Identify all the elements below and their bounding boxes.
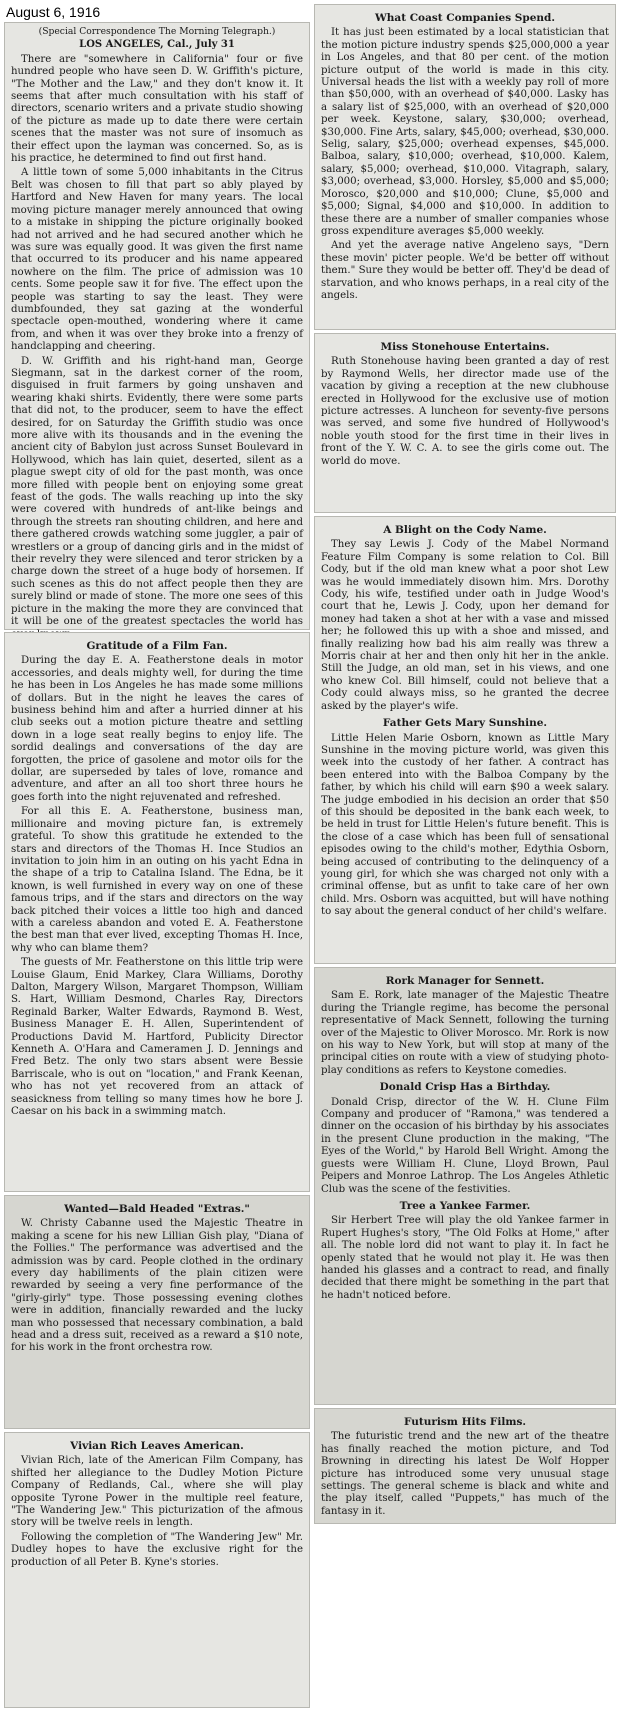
paragraph: For all this E. A. Featherstone, business man, millionaire and moving picture fan, is extremely grateful. To show this gratitude he extended to the stars and directors of the Thomas H. Ince Studios an invitation to join him in an outing on his yacht Edna in the shape of a trip to Catalina Island. The Edna, be it known, is well furnished in every way on one of these famous trips, and if the stars and directors on the way back pitched their voices a little too high and danced with a careless abandon and voted E. A. Featherstone the best man that ever lived, excepting Thomas H. Ince, why who can blame them?	[11, 806, 303, 954]
paragraph: W. Christy Cabanne used the Majestic Theatre in making a scene for his new Lillian Gish play, "Diana of the Follies." The performance was advertised and the admission was by card. People clothed in the ordinary every day habiliments of the plain citizen were rewarded by seeing a very fine performance of the "girly-girly" type. Those possessing evening clothes were in addition, financially rewarded and the lucky man who possessed that necessary combination, a bald head and a dress suit, received as a reward a $10 note, for his work in the front orchestra row.	[11, 1218, 303, 1354]
subheadline: Donald Crisp Has a Birthday.	[379, 1081, 551, 1094]
paragraph: A little town of some 5,000 inhabitants in the Citrus Belt was chosen to fill that part so ably played by Hartford and New Haven for many years. The local moving picture manager merely announced that owing to a mistake in shipping the picture originally booked had not arrived and he had secured another which he was sure was equally good. It was given the first name that occurred to its producer and his name appeared nowhere on the film. The price of admission was 10 cents. Some people saw it for five. The effect upon the people was starting to say the least. They were dumbfounded, they sat gazing at the wonderful spectacle open-mouthed, wondering where it came from, and when it was over they broke into a frenzy of handclapping and cheering.	[11, 167, 303, 353]
article-intro-griffith	[4, 22, 310, 630]
subheadline: Father Gets Mary Sunshine.	[382, 717, 548, 730]
headline: A Blight on the Cody Name.	[383, 524, 547, 536]
headline: Miss Stonehouse Entertains.	[380, 341, 550, 353]
paragraph: They say Lewis J. Cody of the Mabel Normand Feature Film Company is some relation to Col. Bill Cody, but if the old man knew what a poor shot Lew was he would immediately disown him. Mrs. Dorothy Cody, his wife, testified under oath in Judge Wood's court that he, Lewis J. Cody, upon her demand for money had taken a shot at her with a vase and missed her; he followed this up with a shoe and missed, and finally realizing how bad his aim really was threw a Morris chair at her and then only hit her in the ankle. Still the Judge, an old man, set in his views, and one who knew Col. Bill himself, could not believe that a Cody could always miss, so he granted the decree asked by the player's wife.	[321, 539, 609, 712]
article-cody-and-sunshine	[314, 516, 616, 964]
paragraph: It has just been estimated by a local statistician that the motion picture industry spends $25,000,000 a year in Los Angeles, and that 80 per cent. of the motion picture output of the world is made in this city. Universal heads the list with a weekly pay roll of more than $50,000, with an overhead of $40,000. Lasky has a salary list of $25,000, with an overhead of $20,000 per week. Keystone, salary, $30,000; overhead, $30,000. Fine Arts, salary, $45,000; overhead, $30,000. Selig, salary, $25,000; overhead expenses, $45,000. Balboa, salary, $10,000; overhead, $10,000. Kalem, salary, $5,000; overhead, $10,000. Vitagraph, salary, $3,000; overhead, $3,000. Horsley, $5,000 and $5,000; Morosco, $20,000 and $10,000; Clune, $5,000 and $5,000; Signal, $4,000 and $10,000. In addition to these there are a number of smaller companies whose gross expenditure averages $5,000 weekly.	[321, 27, 609, 237]
page-date: August 6, 1916	[6, 4, 101, 20]
article-vivian-rich	[4, 1432, 310, 1708]
correspondence-credit: (Special Correspondence The Morning Telegraph.)	[38, 26, 276, 37]
paragraph: Donald Crisp, director of the W. H. Clune Film Company and producer of "Ramona," was tendered a dinner on the occasion of his birthday by his associates in the present Clune production in the making, "The Eyes of the World," by Harold Bell Wright. Among the guests were William H. Clune, Lloyd Brown, Paul Peipers and Monroe Lathrop. The Los Angeles Athletic Club was the scene of the festivities.	[321, 1096, 609, 1195]
paragraph: Vivian Rich, late of the American Film Company, has shifted her allegiance to the Dudley Motion Picture Company of Redlands, Cal., where she will play opposite Tyrone Power in the multiple reel feature, "The Wandering Jew." This picturization of the afmous story will be twelve reels in length.	[11, 1455, 303, 1529]
paragraph: There are "somewhere in California" four or five hundred people who have seen D. W. Griffith's picture, "The Mother and the Law," and they don't know it. It seems that after much consultation with his staff of directors, scenario writers and a private studio showing of the picture as made up to date there were certain scenes that the master was not sure of insomuch as their effect upon the layman was concerned. So, as is his practice, he determined to find out first hand.	[11, 53, 303, 165]
paragraph: Sir Herbert Tree will play the old Yankee farmer in Rupert Hughes's story, "The Old Folks at Home," after all. The noble lord did not want to play it. In fact he openly stated that he would not play it. He was then handed his glasses and a contract to read, and finally decided that there might be something in the part that he hadn't noticed before.	[321, 1215, 609, 1301]
paragraph: Ruth Stonehouse having been granted a day of rest by Raymond Wells, her director made use of the vacation by giving a reception at the new clubhouse erected in Hollywood for the exclusive use of motion picture actresses. A luncheon for seventy-five persons was served, and some five hundred of Hollywood's noble youth stood for the first time in their lives in front of the Y. W. C. A. to see the girls come out. The world do move.	[321, 356, 609, 467]
headline: What Coast Companies Spend.	[374, 12, 556, 24]
paragraph: Little Helen Marie Osborn, known as Little Mary Sunshine in the moving picture world, was given this week into the custody of her father. A contract has been entered into with the Balboa Company by the father, by which his child will earn $90 a week salary. The judge embodied in his decision an order that $50 of this should be deposited in the bank each week, to be held in trust for Little Helen's future benefit. This is the close of a case which has been full of sensational episodes owing to the child's mother, Edythia Osborn, being accused of contributing to the delinquency of a young girl, for which she was charged not only with a criminal offense, but as unfit to take care of her own child. Mrs. Osborn was acquitted, but will have nothing to say about the general conduct of her child's welfare.	[321, 732, 609, 918]
article-stonehouse-entertains	[314, 333, 616, 513]
article-coast-companies	[314, 4, 616, 330]
paragraph: Sam E. Rork, late manager of the Majestic Theatre during the Triangle regime, has become the personal representative of Mack Sennett, following the turning over of the Majestic to Oliver Morosco. Mr. Rork is now on his way to New York, but will stop at many of the principal cities on route with a view of studying photo-play conditions as refers to Keystone comedies.	[321, 990, 609, 1076]
subheadline: Tree a Yankee Farmer.	[399, 1199, 531, 1212]
headline: Gratitude of a Film Fan.	[86, 640, 228, 652]
dateline: LOS ANGELES, Cal., July 31	[79, 39, 235, 51]
article-futurism-hits-films	[314, 1408, 616, 1524]
article-gratitude-film-fan	[4, 632, 310, 1192]
paragraph: Following the completion of "The Wandering Jew" Mr. Dudley hopes to have the exclusive right for the production of all Peter B. Kyne's stories.	[11, 1531, 303, 1568]
paragraph: D. W. Griffith and his right-hand man, George Siegmann, sat in the darkest corner of the room, disguised in fruit farmers by going unshaven and wearing khaki shirts. Evidently, there were some parts that did not, to the producer, seem to have the effect desired, for on Saturday the Griffith studio was once more alive with its thousands and in the evening the ancient city of Babylon just across Sunset Boulevard in Hollywood, which has lain quiet, deserted, silent as a plague swept city of old for the past month, was once more filled with people bent on enjoying some great feast of the gods. The walls reaching up into the sky were covered with hundreds of ant-like beings and through the streets ran shouting children, and here and there gathered crowds watching some juggler, a pair of wrestlers or a group of dancing girls and in the midst of their revelry they were silenced and teror stricken by a charge down the street of a huge body of horsemen. If such scenes as this do not affect people then they are surely blind or made of stone. The more one sees of this picture in the making the more they are convinced that it will be one of the greatest spectacles the world has	[11, 355, 303, 628]
headline: Vivian Rich Leaves American.	[70, 1440, 244, 1452]
article-rork-crisp-tree	[314, 967, 616, 1405]
headline: Futurism Hits Films.	[403, 1416, 527, 1428]
headline: Wanted—Bald Headed "Extras."	[64, 1203, 250, 1215]
paragraph: And yet the average native Angeleno says, "Dern these movin' picter people. We'd be better off without them." Sure they would be better off. They'd be dead of starvation, and who knows perhaps, in a real city of the angels.	[321, 240, 609, 301]
headline: Rork Manager for Sennett.	[385, 975, 545, 987]
paragraph: The guests of Mr. Featherstone on this little trip were Louise Glaum, Enid Markey, Clara Williams, Dorothy Dalton, Margery Wilson, Margaret Thompson, William S. Hart, William Desmond, Charles Ray, Directors Reginald Barker, Walter Edwards, Raymond B. West, Business Manager E. H. Allen, Superintendent of Productions David M. Hartford, Publicity Director Kenneth A. O'Hara and Cameramen J. D. Jennings and Fred Betz. The only two stars absent were Bessie Barriscale, who is out on "location," and Frank Keenan, who has not yet recovered from an attack of seasickness from telling so many times how he bore J. Caesar on his back in a swimming match.	[11, 957, 303, 1118]
article-wanted-bald-headed-extras	[4, 1195, 310, 1429]
paragraph: During the day E. A. Featherstone deals in motor accessories, and deals mighty well, for during the time he has been in Los Angeles he has made some millions of dollars. But in the night he leaves the cares of business behind him and after a hurried dinner at his club seeks out a motion picture theatre and settling down in a loge seat really begins to enjoy life. The sordid dealings and conversations of the day are forgotten, the price of gasolene and motor oils for the dollar, are superseded by tales of love, romance and adventure, and after an all too short three hours he goes forth into the night rejuvenated and refreshed.	[11, 655, 303, 803]
paragraph: The futuristic trend and the new art of the theatre has finally reached the motion picture, and Tod Browning in directing his latest De Wolf Hopper picture has introduced some very unusual stage settings. The general scheme is black and white and the play itself, called "Puppets," has much of the fantasy in it.	[321, 1431, 609, 1517]
